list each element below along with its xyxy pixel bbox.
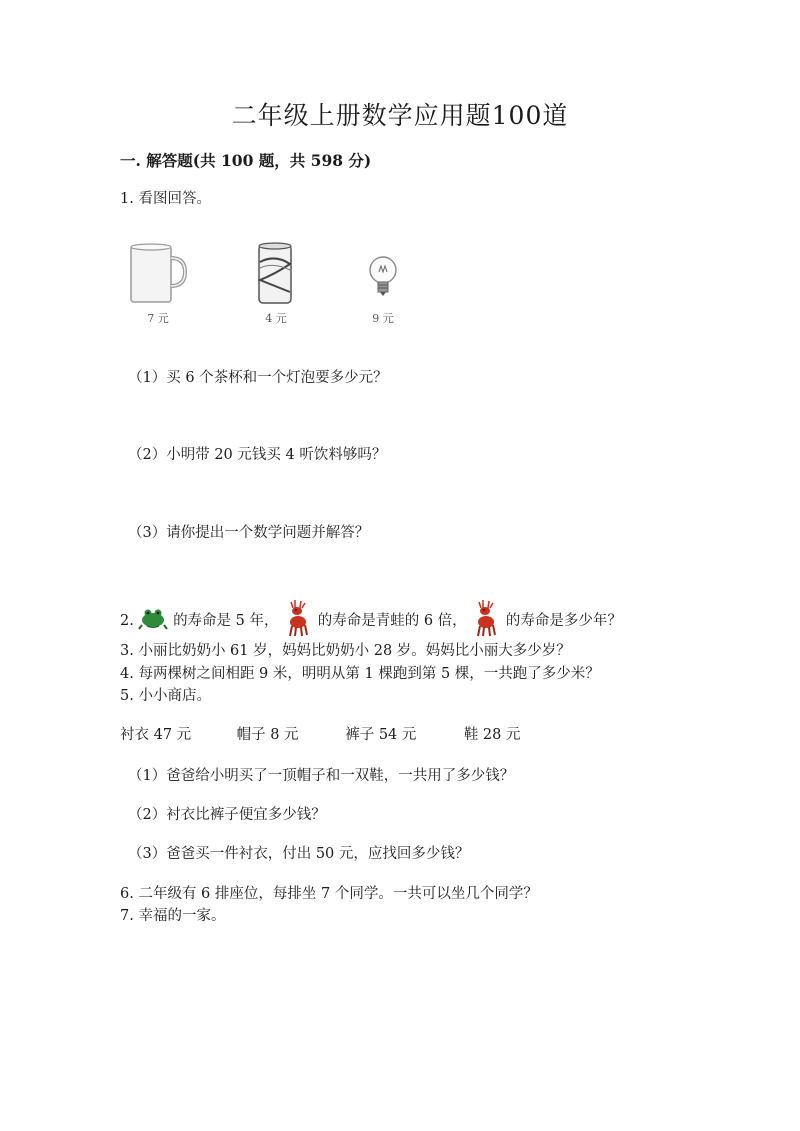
goods-shirt: 衬衣 47 元 — [120, 727, 192, 743]
q1-sub-3: （3）请你提出一个数学问题并解答？ — [128, 525, 370, 541]
q1-sub-1: （1）买 6 个茶杯和一个灯泡要多少元？ — [128, 370, 388, 386]
q5-sub-1: （1）爸爸给小明买了一顶帽子和一双鞋，一共用了多少钱？ — [128, 768, 515, 784]
light-bulb-price: 9 元 — [372, 312, 394, 325]
q5-sub-2: （2）衬衣比裤子便宜多少钱？ — [128, 807, 326, 823]
question-1: 1. 看图回答。 — [120, 191, 211, 207]
q2-text-2: 的寿命是青蛙的 6 倍， — [317, 613, 467, 629]
goods-pants: 裤子 54 元 — [345, 727, 417, 743]
q2-number: 2. — [120, 613, 134, 629]
question-3: 3. 小丽比奶奶小 61 岁，妈妈比奶奶小 28 岁。妈妈比小丽大多少岁？ — [120, 643, 571, 659]
soda-can-item — [236, 240, 316, 326]
goods-hat: 帽子 8 元 — [236, 727, 299, 743]
page-title: 二年级上册数学应用题100道 — [231, 101, 569, 130]
q5-sub-3: （3）爸爸买一件衬衣，付出 50 元，应找回多少钱？ — [128, 846, 470, 862]
question-4: 4. 每两棵树之间相距 9 米，明明从第 1 棵跑到第 5 棵，一共跑了多少米？ — [120, 666, 600, 682]
shop-goods-row — [120, 725, 521, 745]
question-2 — [120, 598, 622, 644]
mug-price: 7 元 — [147, 312, 169, 325]
deer-icon — [471, 598, 501, 644]
light-bulb-item — [343, 240, 423, 326]
question-5: 5. 小小商店。 — [120, 688, 211, 704]
question-7: 7. 幸福的一家。 — [120, 908, 226, 924]
soda-can-price: 4 元 — [265, 312, 287, 325]
mug-icon — [123, 240, 193, 308]
mug-item — [118, 240, 198, 326]
light-bulb-icon — [358, 240, 408, 308]
q2-text-1: 的寿命是 5 年， — [173, 613, 279, 629]
section-heading: 一. 解答题(共 100 题，共 598 分) — [120, 151, 372, 170]
soda-can-icon — [251, 240, 301, 308]
question-6: 6. 二年级有 6 排座位，每排坐 7 个同学。一共可以坐几个同学？ — [120, 886, 538, 902]
frog-icon — [138, 605, 168, 637]
goods-shoes: 鞋 28 元 — [463, 727, 521, 743]
q2-text-3: 的寿命是多少年？ — [505, 613, 622, 629]
q1-sub-2: （2）小明带 20 元钱买 4 听饮料够吗？ — [128, 447, 387, 463]
deer-icon — [283, 598, 313, 644]
